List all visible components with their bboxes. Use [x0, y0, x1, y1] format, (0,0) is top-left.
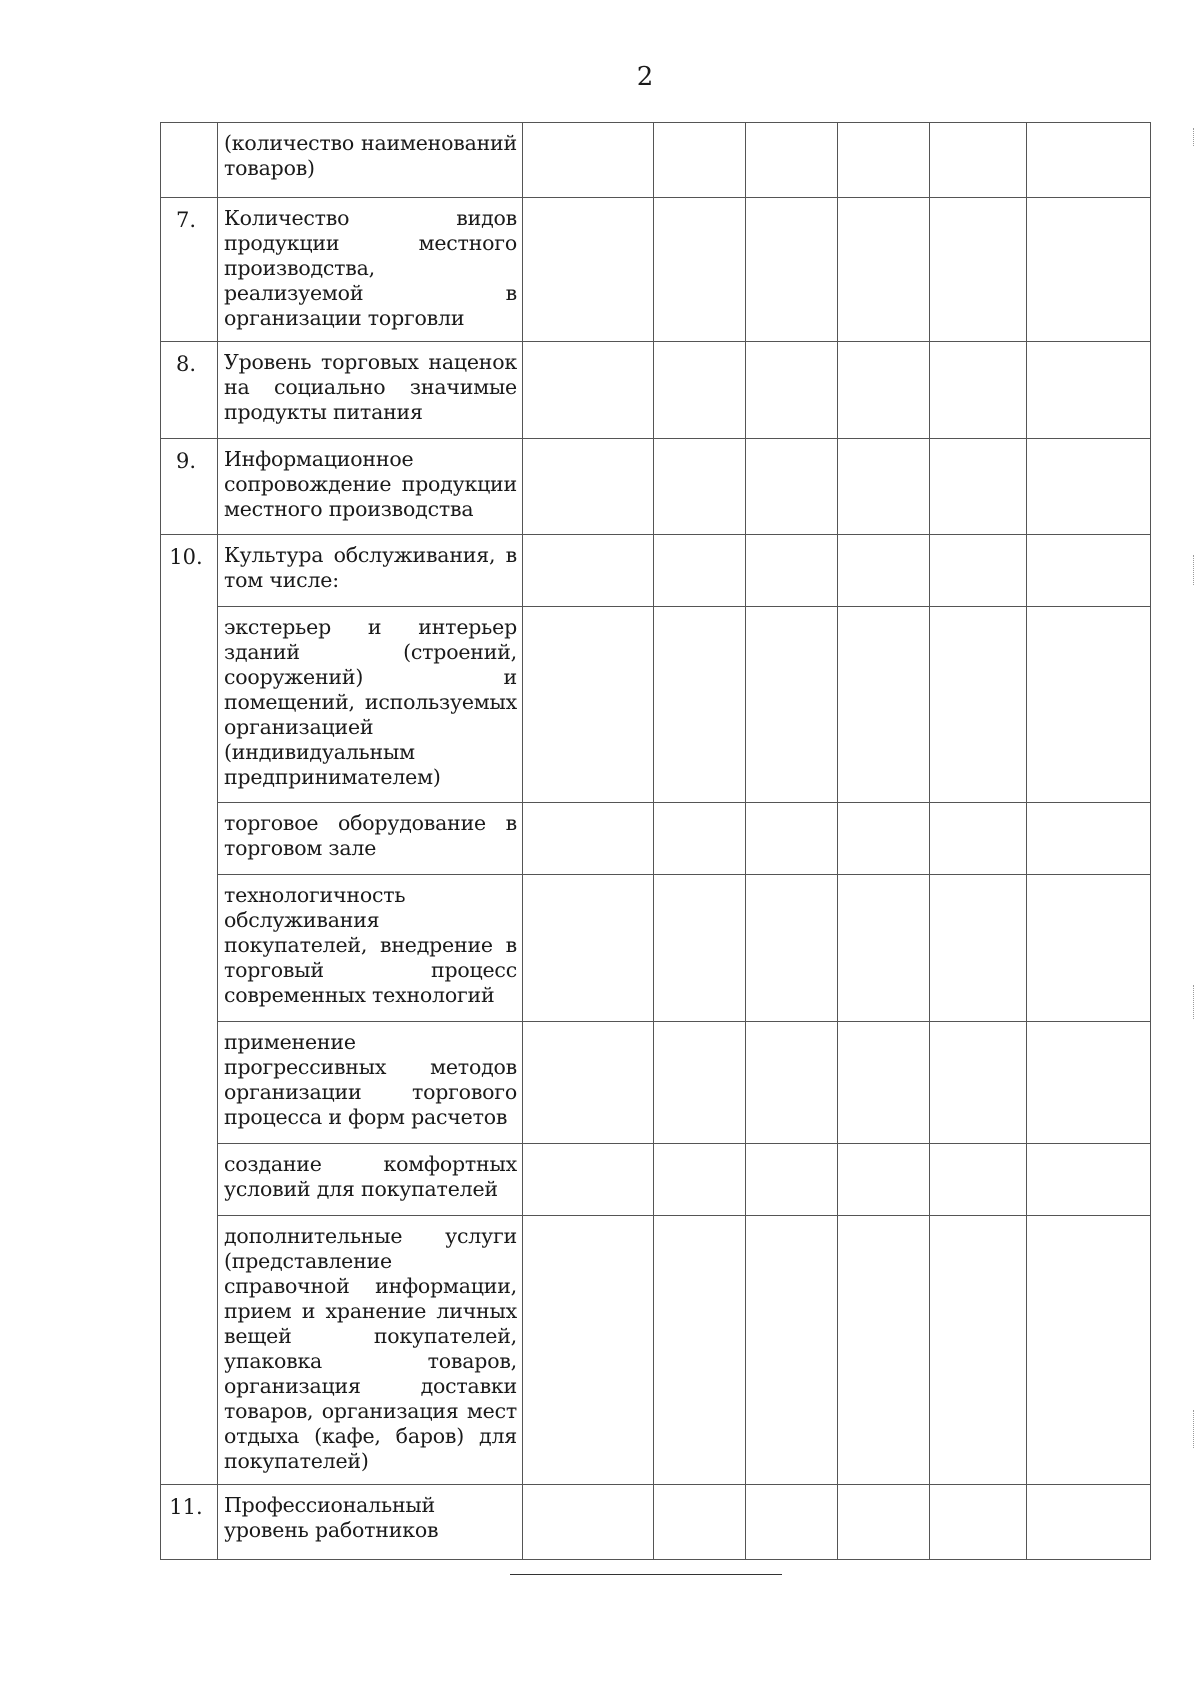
value-cell [930, 803, 1027, 875]
value-cell [838, 535, 930, 607]
value-cell [746, 1485, 838, 1560]
value-cell [523, 1144, 654, 1216]
value-cell [654, 535, 746, 607]
value-cell [523, 439, 654, 535]
table-row [161, 342, 1151, 439]
value-cell [654, 1022, 746, 1144]
value-cell [1027, 342, 1151, 439]
table-row [161, 803, 1151, 875]
value-cell [838, 1485, 930, 1560]
value-cell [746, 535, 838, 607]
value-cell [523, 342, 654, 439]
table-row [161, 607, 1151, 803]
criterion-text: Профессиональный уровень работников [218, 1485, 523, 1560]
value-cell [930, 875, 1027, 1022]
criterion-text: создание комфортных условий для покупателей [218, 1144, 523, 1216]
value-cell [523, 607, 654, 803]
table-row [161, 875, 1151, 1022]
value-cell [654, 439, 746, 535]
table-row [161, 535, 1151, 607]
value-cell [1027, 875, 1151, 1022]
value-cell [654, 607, 746, 803]
criterion-text: экстерьер и интерьер зданий (строений, сооружений) и помещений, используемых организацией (индивидуальным предпринимателем) [218, 607, 523, 803]
row-number: 9. [161, 439, 218, 535]
scan-mark [1193, 1410, 1200, 1448]
value-cell [838, 1216, 930, 1485]
page-number: 2 [636, 62, 654, 92]
table-row [161, 1022, 1151, 1144]
criterion-text: дополнительные услуги (представление справочной информации, прием и хранение личных вещей покупателей, упаковка товаров, организация доставки товаров, организация мест отдыха (кафе, баров) для покупателей) [218, 1216, 523, 1485]
criterion-text: Уровень торговых наценок на социально значимые продукты питания [218, 342, 523, 439]
value-cell [654, 123, 746, 198]
value-cell [930, 1216, 1027, 1485]
value-cell [523, 1022, 654, 1144]
value-cell [654, 1144, 746, 1216]
value-cell [746, 342, 838, 439]
scan-mark [1193, 985, 1200, 1019]
value-cell [523, 875, 654, 1022]
value-cell [930, 439, 1027, 535]
value-cell [523, 198, 654, 342]
criterion-text: Информационное сопровождение продукции местного производства [218, 439, 523, 535]
value-cell [930, 607, 1027, 803]
value-cell [838, 875, 930, 1022]
criterion-text: Количество видов продукции местного производства, реализуемой в организации торговли [218, 198, 523, 342]
value-cell [654, 198, 746, 342]
criterion-text: торговое оборудование в торговом зале [218, 803, 523, 875]
value-cell [746, 875, 838, 1022]
value-cell [930, 535, 1027, 607]
value-cell [654, 342, 746, 439]
value-cell [1027, 535, 1151, 607]
evaluation-table [160, 122, 1151, 1560]
value-cell [654, 803, 746, 875]
value-cell [746, 1022, 838, 1144]
value-cell [838, 1022, 930, 1144]
value-cell [746, 607, 838, 803]
criterion-text: (количество наименований товаров) [218, 123, 523, 198]
table-row [161, 123, 1151, 198]
value-cell [746, 803, 838, 875]
row-number: 10. [161, 535, 218, 1485]
table-row [161, 439, 1151, 535]
row-number: 7. [161, 198, 218, 342]
value-cell [654, 875, 746, 1022]
value-cell [838, 123, 930, 198]
value-cell [523, 123, 654, 198]
value-cell [746, 123, 838, 198]
value-cell [1027, 1216, 1151, 1485]
criterion-text: Культура обслуживания, в том числе: [218, 535, 523, 607]
value-cell [1027, 1485, 1151, 1560]
value-cell [930, 1485, 1027, 1560]
row-number: 11. [161, 1485, 218, 1560]
value-cell [654, 1216, 746, 1485]
value-cell [746, 1216, 838, 1485]
row-number: 8. [161, 342, 218, 439]
value-cell [838, 342, 930, 439]
value-cell [838, 607, 930, 803]
value-cell [930, 198, 1027, 342]
value-cell [1027, 439, 1151, 535]
value-cell [930, 1144, 1027, 1216]
value-cell [838, 803, 930, 875]
value-cell [1027, 803, 1151, 875]
value-cell [1027, 1144, 1151, 1216]
value-cell [930, 342, 1027, 439]
value-cell [838, 439, 930, 535]
value-cell [746, 1144, 838, 1216]
scan-mark [1193, 555, 1200, 585]
scan-mark [1193, 128, 1200, 146]
value-cell [523, 535, 654, 607]
value-cell [523, 1216, 654, 1485]
value-cell [523, 1485, 654, 1560]
value-cell [930, 123, 1027, 198]
value-cell [746, 198, 838, 342]
value-cell [1027, 123, 1151, 198]
value-cell [1027, 198, 1151, 342]
value-cell [746, 439, 838, 535]
value-cell [930, 1022, 1027, 1144]
value-cell [654, 1485, 746, 1560]
value-cell [1027, 1022, 1151, 1144]
footer-rule [510, 1574, 782, 1575]
table-row [161, 1144, 1151, 1216]
criterion-text: применение прогрессивных методов организации торгового процесса и форм расчетов [218, 1022, 523, 1144]
table-row [161, 1216, 1151, 1485]
row-number [161, 123, 218, 198]
value-cell [838, 198, 930, 342]
value-cell [523, 803, 654, 875]
value-cell [1027, 607, 1151, 803]
value-cell [838, 1144, 930, 1216]
table-row [161, 1485, 1151, 1560]
table-row [161, 198, 1151, 342]
criterion-text: технологичность обслуживания покупателей, внедрение в торговый процесс современных технологий [218, 875, 523, 1022]
